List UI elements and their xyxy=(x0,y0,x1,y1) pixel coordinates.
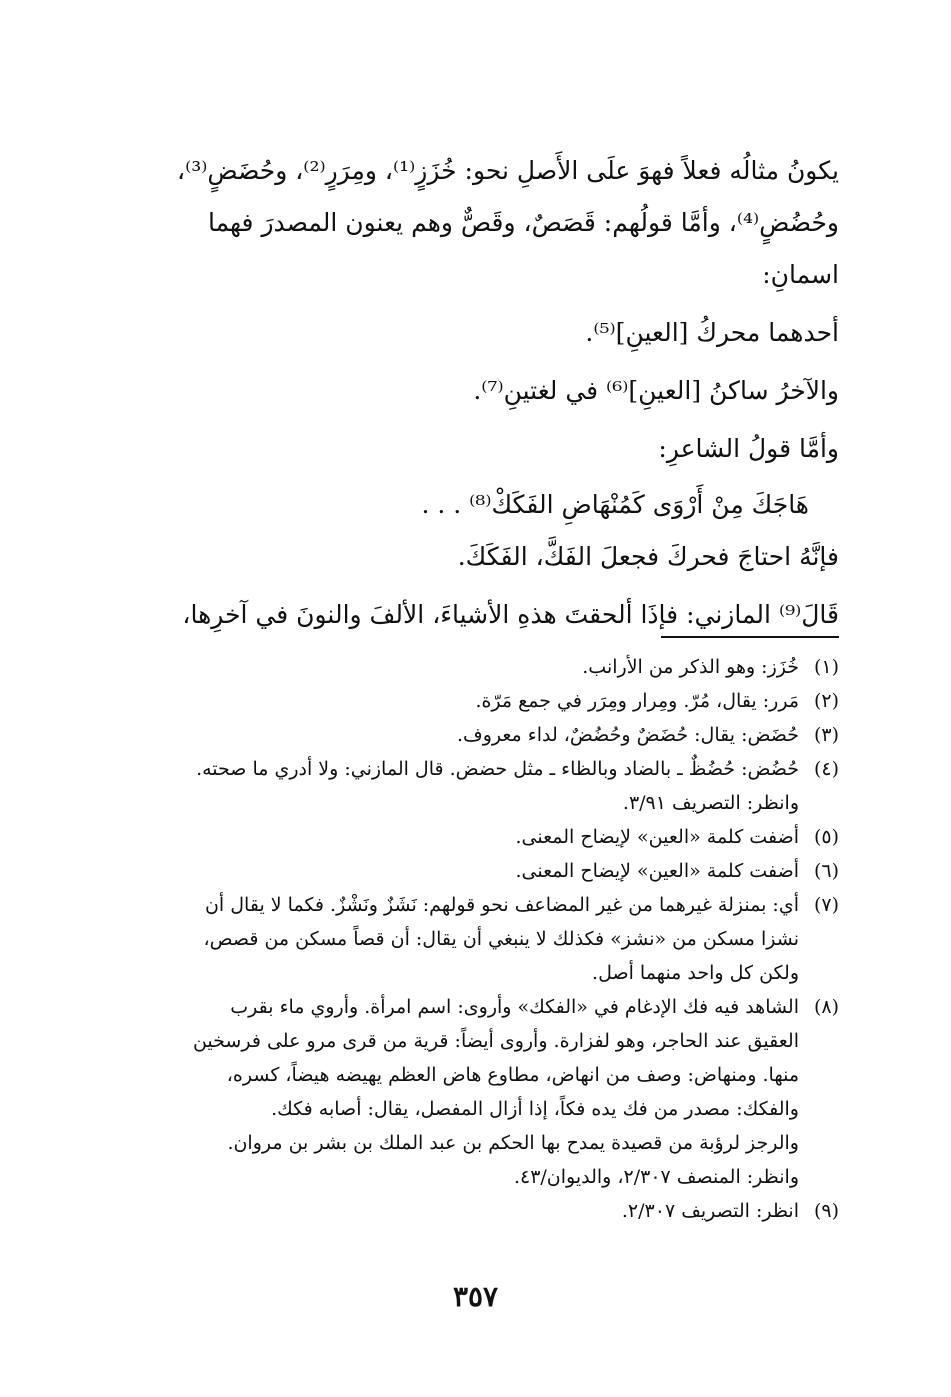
main-text xyxy=(139,145,839,641)
footnote-number: (٩) xyxy=(813,1200,839,1222)
footnote-text: أي: بمنزلة غيرهما من غير المضاعف نحو قولهم: نَشَزٌ ونَشْزٌ. فكما لا يقال أن xyxy=(204,894,799,916)
footnote-text: ولكن كل واحد منهما أصل. xyxy=(592,962,799,984)
footnote xyxy=(111,718,839,752)
body-line: قَالَ⁽⁹⁾ المازني: فإذَا ألحقتَ هذهِ الأشياءَ، الألفَ والنونَ في آخرِها، xyxy=(182,600,839,629)
footnote-number: (١) xyxy=(813,656,839,678)
footnote-text: حُضَض: يقال: حُضَضٌ وحُضُضٌ، لداء معروف. xyxy=(456,724,799,746)
body-line: أحدهما محركُ [العينِ]⁽⁵⁾. xyxy=(585,318,839,347)
footnote-text: والرجز لرؤبة من قصيدة يمدح بها الحكم بن عبد الملك بن بشر بن مروان. xyxy=(227,1132,799,1154)
footnote-text: خُزَز: وهو الذكر من الأرانب. xyxy=(582,656,799,678)
footnote-text: أضفت كلمة «العين» لإيضاح المعنى. xyxy=(515,860,799,882)
footnote-text: حُضُض: حُضُظٌ ـ بالضاد وبالظاء ـ مثل حضض. قال المازني: ولا أدري ما صحته. xyxy=(196,758,799,780)
footnote xyxy=(111,752,839,820)
footnote-number: (٢) xyxy=(813,690,839,712)
verse-line: هَاجَكَ مِنْ أَرْوَى كَمُنْهَاضِ الفَكَكْ⁽⁸⁾ . . . xyxy=(421,490,809,519)
footnote xyxy=(111,888,839,990)
footnote xyxy=(111,854,839,888)
footnote-text: وانظر: التصريف ٣/٩١. xyxy=(622,792,799,814)
footnote-number: (٤) xyxy=(813,758,839,780)
page-number: ٣٥٧ xyxy=(452,1280,499,1313)
footnote-number: (٣) xyxy=(813,724,839,746)
body-line: اسمانِ: xyxy=(762,260,839,289)
footnote-text: والفكك: مصدر من فك يده فكاً، إذا أزال المفصل، يقال: أصابه فكك. xyxy=(271,1098,799,1120)
footnote-text: العقيق عند الحاجر، وهو لفزارة. وأروى أيضاً: قرية من قرى مرو على فرسخين xyxy=(192,1030,799,1052)
body-line: وأمَّا قولُ الشاعرِ: xyxy=(658,434,839,463)
footnote xyxy=(111,650,839,684)
footnote-number: (٨) xyxy=(813,996,839,1018)
footnotes xyxy=(111,650,839,1228)
poetry-verse xyxy=(139,479,839,531)
footnote-text: مَرر: يقال، مُرّ. ومِرار ومِرَر في جمع مَرّة. xyxy=(475,690,799,712)
footnote-divider xyxy=(661,636,839,638)
footnote-text: انظر: التصريف ٢/٣٠٧. xyxy=(621,1200,799,1222)
body-line: فإنَّهُ احتاجَ فحركَ فجعلَ الفَكَّ، الفَكَكَ. xyxy=(457,542,839,571)
footnote xyxy=(111,684,839,718)
body-line: وحُضُضٍ⁽⁴⁾، وأمَّا قولُهم: قَصَصٌ، وقَصٌّ وهم يعنون المصدرَ فهما xyxy=(207,208,839,237)
footnote-text: أضفت كلمة «العين» لإيضاح المعنى. xyxy=(515,826,799,848)
body-line: والآخرُ ساكنُ [العينِ]⁽⁶⁾ في لغتينِ⁽⁷⁾. xyxy=(473,376,839,405)
footnote xyxy=(111,1194,839,1228)
footnote-text: وانظر: المنصف ٢/٣٠٧، والديوان/٤٣. xyxy=(513,1166,799,1188)
footnote-number: (٦) xyxy=(813,860,839,882)
footnote xyxy=(111,990,839,1194)
body-line: يكونُ مثالُه فعلاً فهوَ علَى الأَصلِ نحو: خُزَزٍ⁽¹⁾، ومِرَرٍ⁽²⁾، وحُضَضٍ⁽³⁾، xyxy=(177,156,839,185)
footnote-text: منها. ومنهاض: وصف من انهاض، مطاوع هاض العظم يهيضه هيضاً، كسره، xyxy=(226,1064,799,1086)
footnote-number: (٧) xyxy=(813,894,839,916)
footnote-text: نشزا مسكن من «نشز» فكذلك لا ينبغي أن يقال: أن قصاً مسكن من قصص، xyxy=(203,928,799,950)
footnote xyxy=(111,820,839,854)
footnote-text: الشاهد فيه فك الإدغام في «الفكك» وأروى: اسم امرأة. وأروي ماء بقرب xyxy=(230,996,799,1018)
footnote-number: (٥) xyxy=(813,826,839,848)
